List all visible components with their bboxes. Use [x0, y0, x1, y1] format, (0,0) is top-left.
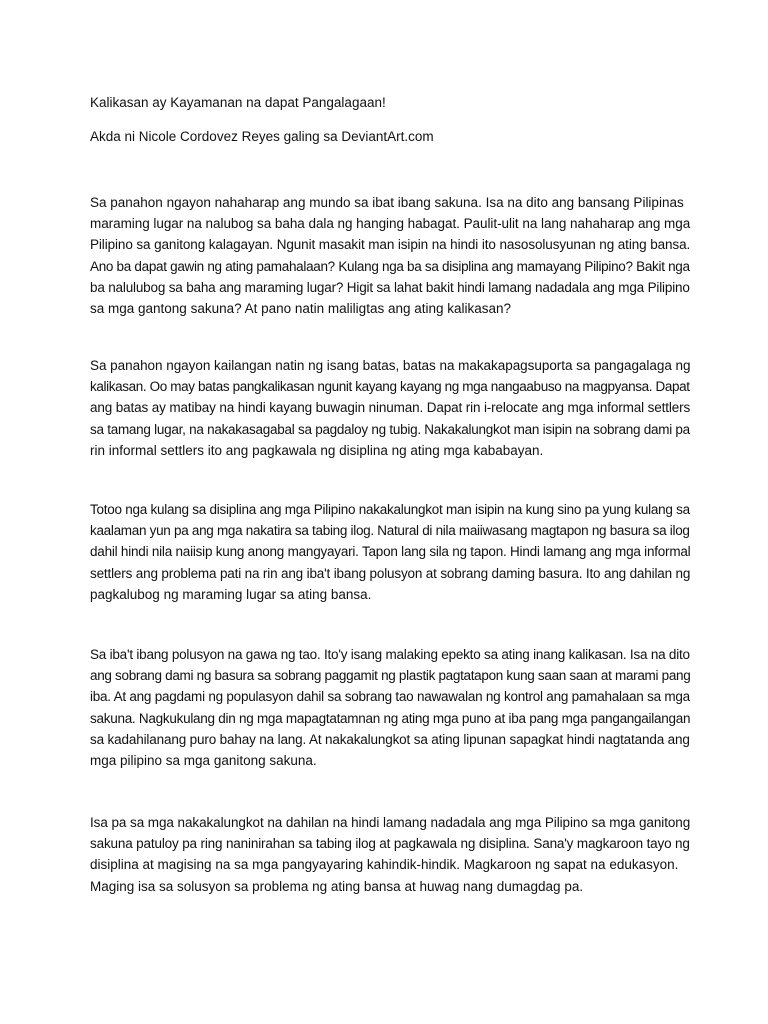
paragraph-4 [90, 644, 690, 771]
paragraph-line: sa tamang lugar, na nakakasagabal sa pagdaloy ng tubig. Nakakalungkot man isipin na sobrang dami pa [90, 421, 690, 437]
paragraph-line: Sa panahon ngayon nahaharap ang mundo sa ibat ibang sakuna. Isa na dito ang bansang Pilipinas [90, 195, 684, 210]
paragraph-1 [90, 192, 690, 319]
paragraph-5 [90, 812, 690, 897]
paragraph-line: ang batas ay matibay na hindi kayang buwagin ninuman. Dapat rin i-relocate ang mga informal settlers [90, 400, 691, 416]
paragraph-line: kaalaman yun pa ang mga nakatira sa tabing ilog. Natural di nila maiiwasang magtapon ng basura sa ilog [90, 523, 690, 539]
paragraph-line: Pilipino sa ganitong kalagayan. Ngunit masakit man isipin na hindi ito nasosolusyunan ng ating bansa. [90, 237, 691, 253]
paragraph-line: Sa panahon ngayon kailangan natin ng isang batas, batas na makakapagsuporta sa pangagalaga ng [90, 358, 691, 373]
paragraph-line: kalikasan. Oo may batas pangkalikasan ngunit kayang kayang ng mga nangaabuso na magpyansa. Dapat [90, 379, 690, 395]
paragraph-line: Totoo nga kulang sa disiplina ang mga Pilipino nakakalungkot man isipin na kung sino pa yung kulang sa [90, 502, 690, 517]
document-page [90, 0, 690, 1024]
paragraph-line: sakuna. Nagkukulang din ng mga mapagtatamnan ng ating mga puno at iba pang mga pangangailangan [90, 710, 691, 726]
paragraph-line: mga pilipino sa mga ganitong sakuna. [90, 753, 317, 769]
document-title: Kalikasan ay Kayamanan na dapat Pangalagaan! [90, 95, 386, 110]
paragraph-line: sa kadahilanang puro bahay na lang. At nakakalungkot sa ating lipunan sapagkat hindi nagtatanda ang [90, 731, 690, 747]
paragraph-line: dahil hindi nila naiisip kung anong mangyayari. Tapon lang sila ng tapon. Hindi lamang ang mga informal [90, 544, 691, 560]
paragraph-3 [90, 499, 690, 605]
paragraph-line: Ano ba dapat gawin ng ating pamahalaan? Kulang nga ba sa disiplina ang mamayang Pilipino? Bakit nga [90, 258, 690, 274]
document-author: Akda ni Nicole Cordovez Reyes galing sa DeviantArt.com [90, 129, 434, 144]
paragraph-2 [90, 355, 690, 461]
paragraph-line: pagkalubog ng maraming lugar sa ating bansa. [90, 586, 372, 602]
paragraph-line: Sa iba't ibang polusyon na gawa ng tao. Ito'y isang malaking epekto sa ating inang kalikasan. Isa na dito [90, 647, 690, 662]
paragraph-line: Isa pa sa mga nakakalungkot na dahilan na hindi lamang nadadala ang mga Pilipino sa mga ganitong [90, 815, 691, 830]
paragraph-line: settlers ang problema pati na rin ang iba't ibang polusyon at sobrang daming basura. Ito ang dahilan ng [90, 565, 691, 581]
paragraph-line: Maging isa sa solusyon sa problema ng ating bansa at huwag nang dumagdag pa. [90, 878, 584, 894]
paragraph-line: sakuna patuloy pa ring naninirahan sa tabing ilog at pagkawala ng disiplina. Sana'y magkaroon tayo ng [90, 836, 690, 852]
paragraph-line: disiplina at magising na sa mga pangyayaring kahindik-hindik. Magkaroon ng sapat na edukasyon. [90, 857, 679, 873]
paragraph-line: iba. At ang pagdami ng populasyon dahil sa sobrang tao nawawalan ng kontrol ang pamahalaan sa mga [90, 689, 690, 705]
paragraph-line: sa mga gantong sakuna? At pano natin maliligtas ang ating kalikasan? [90, 301, 512, 317]
paragraph-line: rin informal settlers ito ang pagkawala ng disiplina ng ating mga kababayan. [90, 442, 544, 458]
paragraph-line: maraming lugar na nalubog sa baha dala ng hanging habagat. Paulit-ulit na lang nahaharap ang mga [90, 216, 691, 232]
paragraph-line: ang sobrang dami ng basura sa sobrang paggamit ng plastik pagtatapon kung saan saan at marami pang [90, 668, 691, 684]
paragraph-line: ba nalulubog sa baha ang maraming lugar? Higit sa lahat bakit hindi lamang nadadala ang mga Pilipino [90, 279, 690, 295]
